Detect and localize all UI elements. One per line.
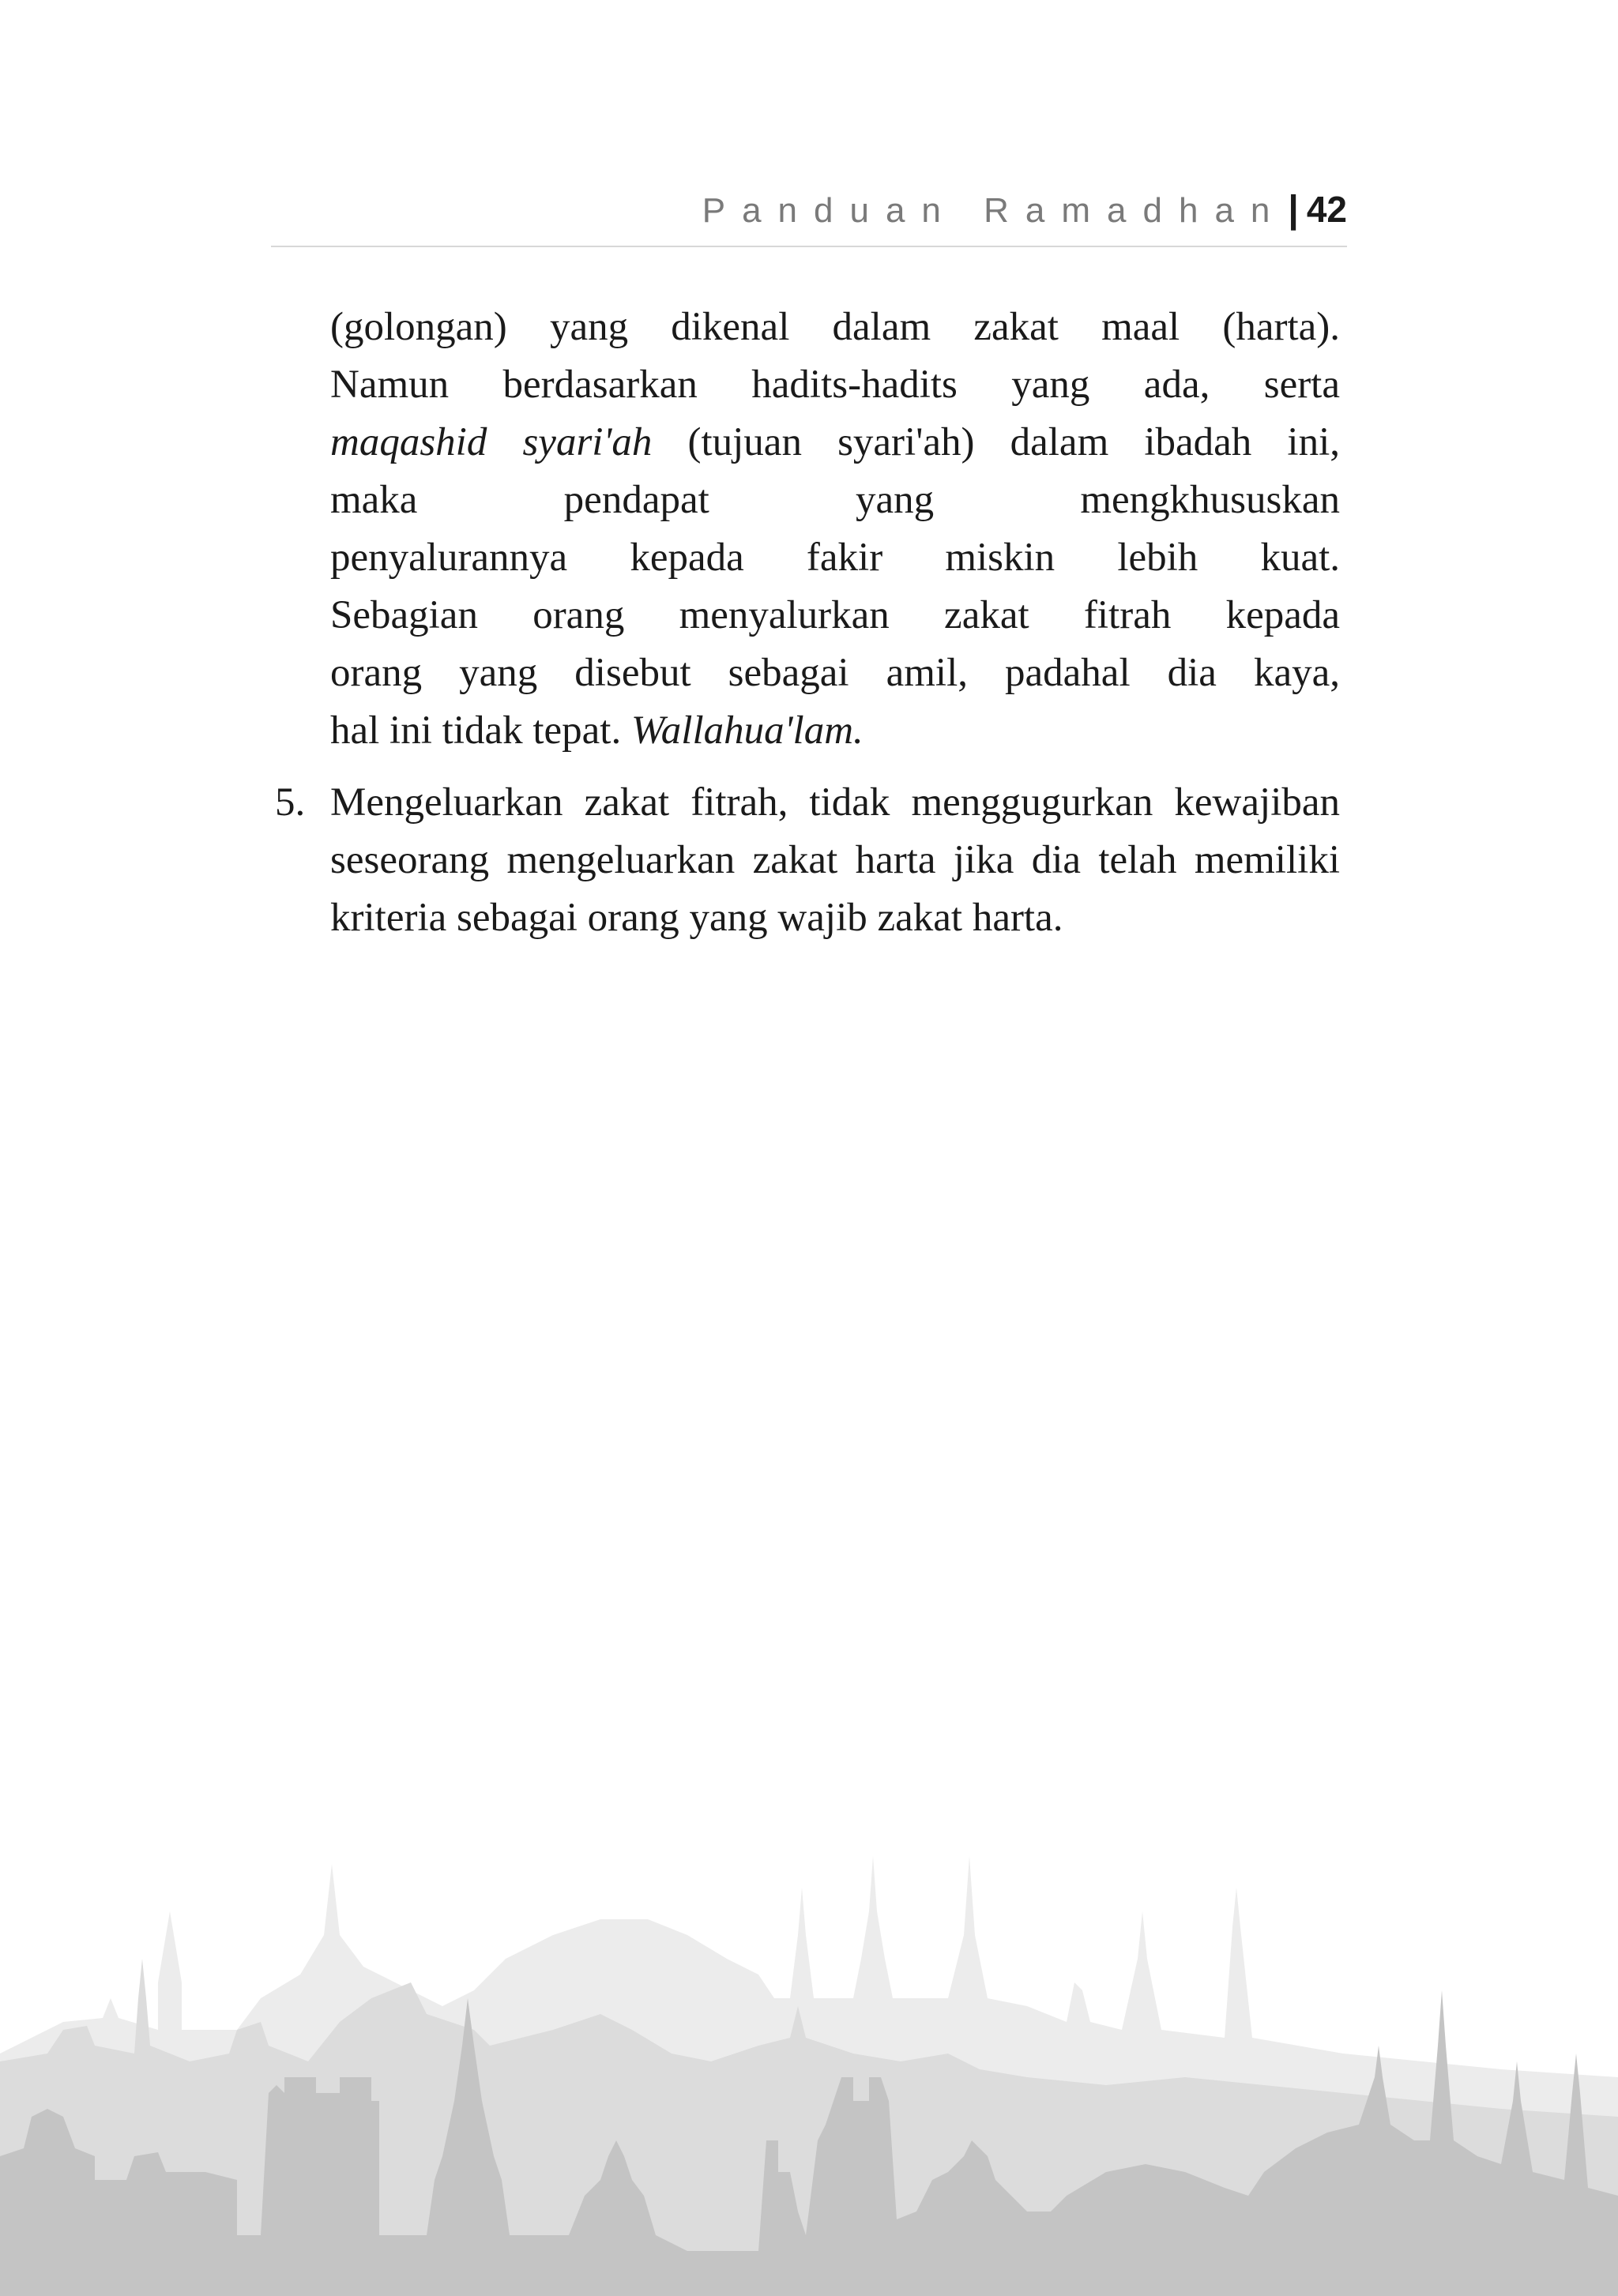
text-line: maqashid syari'ah (tujuan syari'ah) dalam ibadah ini, [330,420,1340,464]
italic-term: maqashid syari'ah [330,420,653,464]
page-number: 42 [1306,189,1347,230]
list-number: 5. [275,780,306,825]
header-divider [271,246,1347,247]
paragraph-continuation [330,299,1340,760]
text-line: hal ini tidak tepat. Wallahua'lam. [330,708,864,753]
text-line: (golongan) yang dikenal dalam zakat maal (harta). [330,305,1340,349]
header-title: Panduan Ramadhan [702,191,1287,230]
text-line: orang yang disebut sebagai amil, padahal dia kaya, [330,651,1340,695]
italic-closing: Wallahua'lam. [630,708,864,753]
text-line: maka pendapat yang mengkhususkan [330,478,1340,522]
text-line: Namun berdasarkan hadits-hadits yang ada, serta [330,363,1340,407]
running-header [271,188,1347,243]
text-line: penyalurannya kepada fakir miskin lebih kuat. [330,535,1340,580]
city-skyline-illustration [0,1840,1618,2296]
text-line: Sebagian orang menyalurkan zakat fitrah kepada [330,593,1340,637]
header-separator: | [1288,189,1299,231]
list-item-text: Mengeluarkan zakat fitrah, tidak menggugurkan kewajiban seseorang mengeluarkan zakat harta jika dia telah memiliki kriteria sebagai orang yang wajib zakat harta. [330,780,1340,940]
